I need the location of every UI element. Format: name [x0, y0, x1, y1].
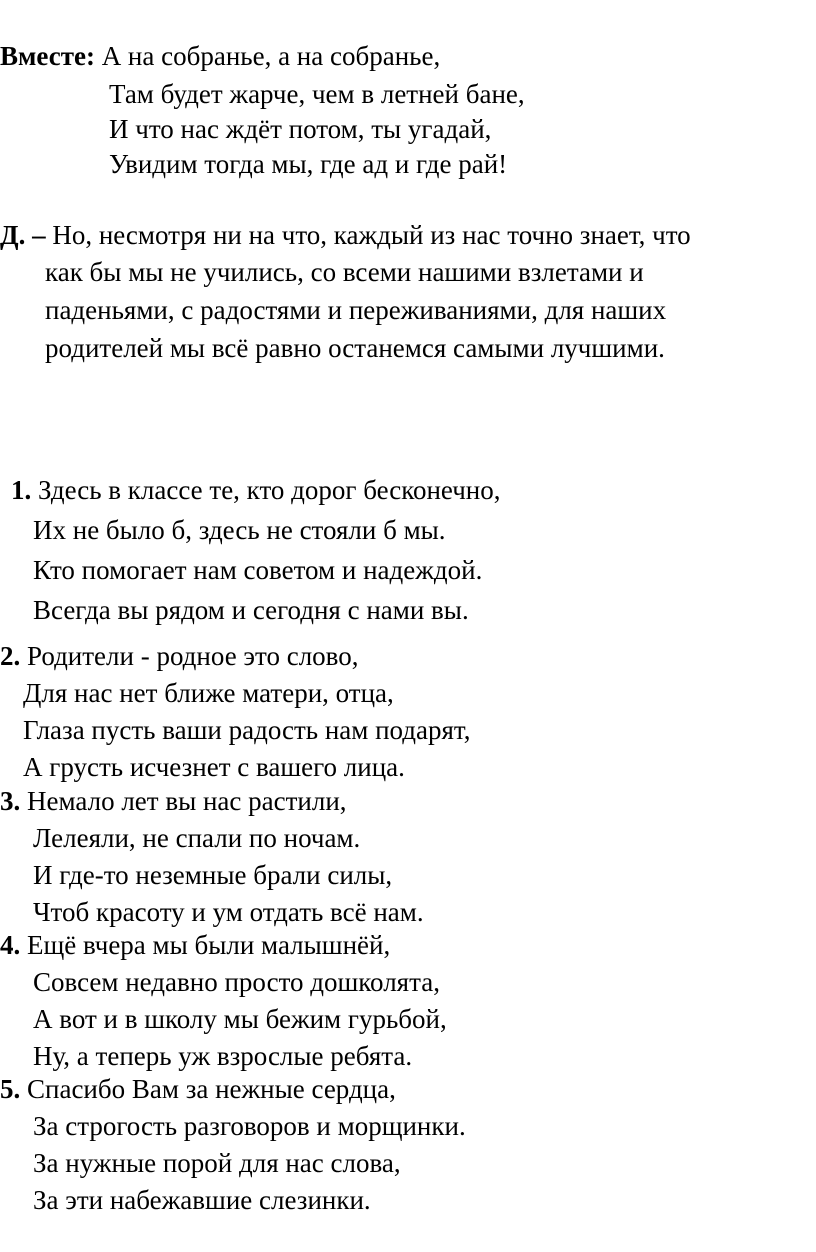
- verse-2-line-3: Глаза пусть ваши радость нам подарят,: [23, 715, 471, 745]
- verse-1-line-3: Кто помогает нам советом и надеждой.: [33, 555, 483, 585]
- verse-3-number: 3.: [0, 786, 21, 816]
- verse-3-text: Немало лет вы нас растили,: [20, 786, 347, 816]
- together-text: А на собранье, а на собранье,: [94, 41, 441, 71]
- verse-2-number: 2.: [0, 641, 21, 671]
- together-line-1: [0, 40, 440, 72]
- d-text: Но, несмотря ни на что, каждый из нас точно знает, что: [45, 220, 691, 250]
- d-speaker: Д. –: [0, 220, 46, 250]
- verse-1-text: Здесь в классе те, кто дорог бесконечно,: [31, 475, 501, 505]
- verse-5-line-4: За эти набежавшие слезинки.: [33, 1185, 371, 1215]
- d-line-3: паденьями, с радостями и переживаниями, для наших: [45, 295, 667, 325]
- verse-4-line-2: Совсем недавно просто дошколята,: [33, 967, 440, 997]
- together-line-3: И что нас ждёт потом, ты угадай,: [109, 114, 492, 144]
- verse-2-line-2: Для нас нет ближе матери, отца,: [23, 678, 394, 708]
- verse-3-line-1: [0, 785, 347, 817]
- verse-2-line-4: А грусть исчезнет с вашего лица.: [23, 752, 405, 782]
- verse-5-line-2: За строгость разговоров и морщинки.: [33, 1111, 466, 1141]
- d-line-2: как бы мы не учились, со всеми нашими взлетами и: [45, 257, 644, 287]
- verse-4-line-4: Ну, а теперь уж взрослые ребята.: [33, 1041, 413, 1071]
- verse-5-number: 5.: [0, 1074, 21, 1104]
- verse-4-line-3: А вот и в школу мы бежим гурьбой,: [33, 1004, 447, 1034]
- verse-1-line-2: Их не было б, здесь не стояли б мы.: [33, 515, 446, 545]
- verse-5-line-1: [0, 1073, 396, 1105]
- d-line-4: родителей мы всё равно останемся самыми лучшими.: [45, 333, 665, 363]
- verse-4-text: Ещё вчера мы были малышнёй,: [20, 930, 391, 960]
- verse-4-number: 4.: [0, 930, 21, 960]
- verse-5-line-3: За нужные порой для нас слова,: [33, 1148, 401, 1178]
- verse-3-line-2: Лелеяли, не спали по ночам.: [33, 823, 361, 853]
- verse-3-line-4: Чтоб красоту и ум отдать всё нам.: [33, 897, 424, 927]
- verse-4-line-1: [0, 929, 390, 961]
- verse-1-number: 1.: [11, 475, 32, 505]
- verse-2-text: Родители - родное это слово,: [20, 641, 359, 671]
- verse-3-line-3: И где-то неземные брали силы,: [33, 860, 393, 890]
- verse-1-line-4: Всегда вы рядом и сегодня с нами вы.: [33, 595, 469, 625]
- verse-2-line-1: [0, 640, 358, 672]
- together-line-2: Там будет жарче, чем в летней бане,: [109, 79, 525, 109]
- together-line-4: Увидим тогда мы, где ад и где рай!: [109, 149, 508, 179]
- together-speaker: Вместе:: [0, 41, 95, 71]
- d-line-1: [0, 219, 691, 251]
- verse-1-line-1: [11, 474, 501, 506]
- verse-5-text: Спасибо Вам за нежные сердца,: [20, 1074, 396, 1104]
